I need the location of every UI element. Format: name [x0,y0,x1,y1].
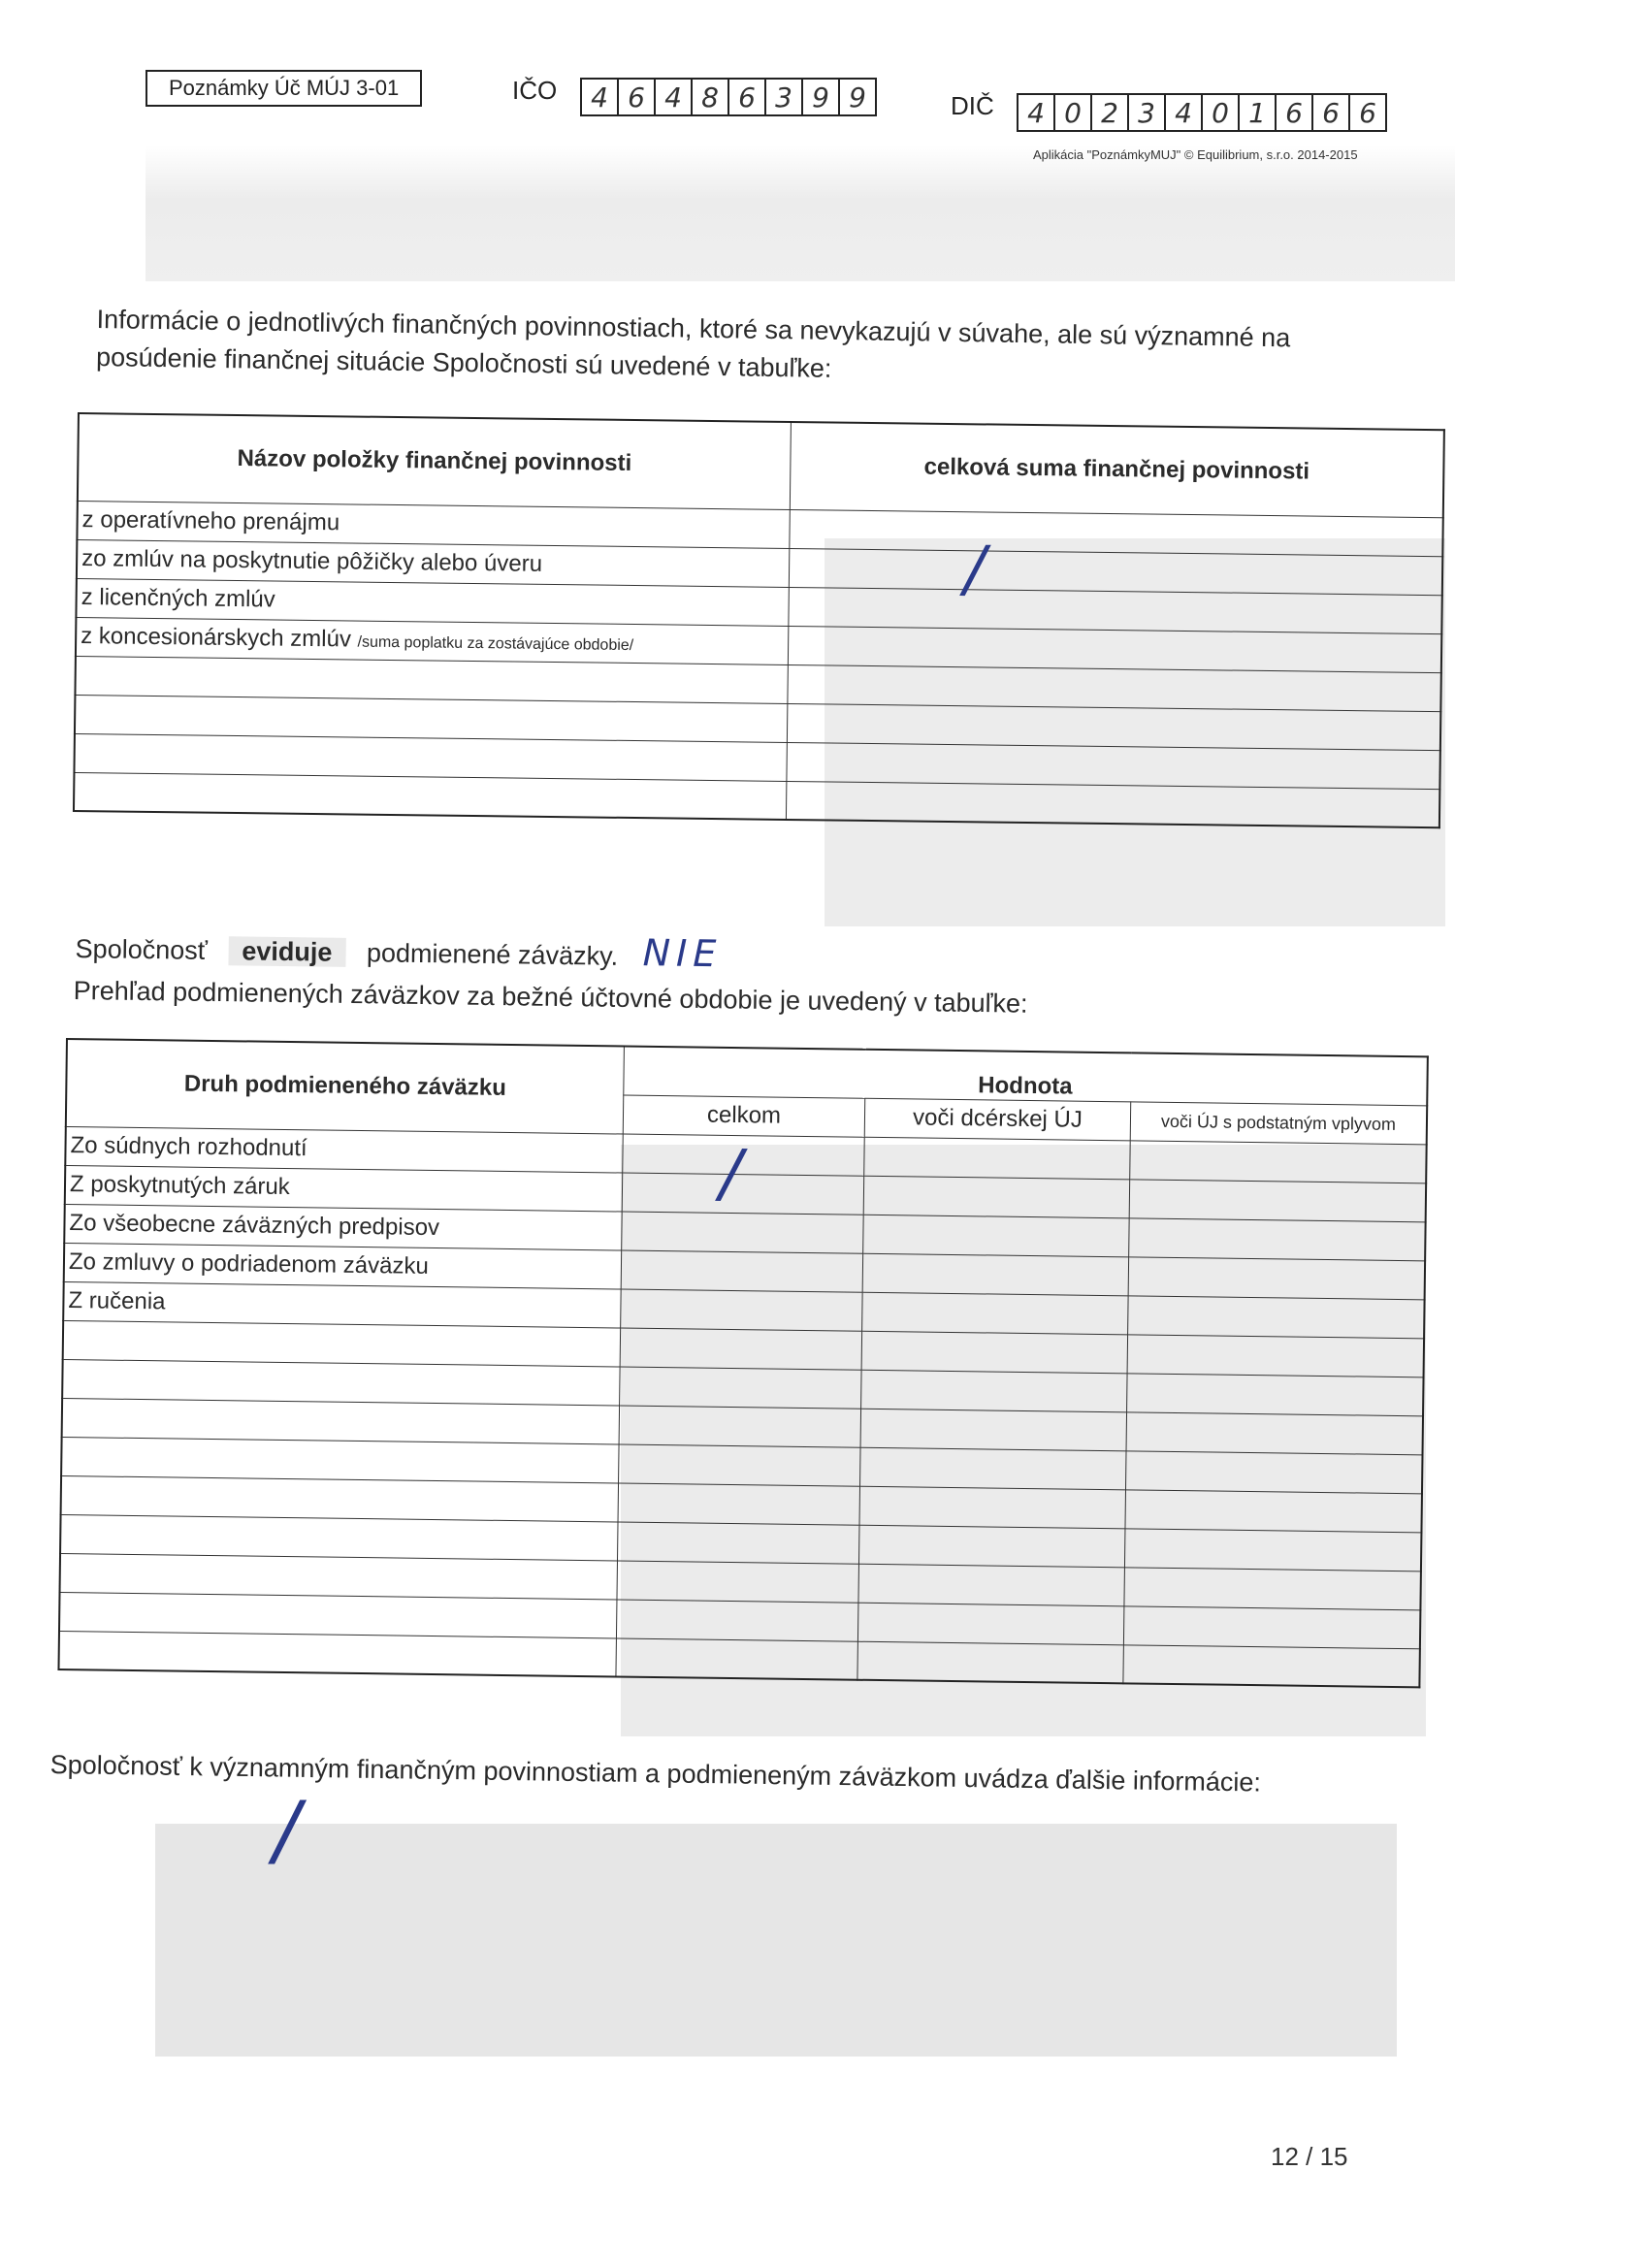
table1-hand-mark: / [963,533,986,605]
contingent-liabilities-table [57,1038,1428,1688]
table1-row4-suffix: /suma poplatku za zostávajúce obdobie/ [357,633,634,655]
table2-empty-cell [860,1447,1127,1490]
table2-cell [621,1289,863,1331]
col-header-type: Druh podmieneného záväzku [66,1039,625,1134]
table2-cell [864,1137,1131,1180]
dic-digits [1017,93,1387,132]
dic-digit: 3 [1129,95,1166,130]
table2-empty-cell [1124,1567,1421,1609]
statement-prefix: Spoločnosť [75,933,209,965]
statement-suffix: podmienené záväzky. [366,938,619,971]
table2-empty-cell [616,1637,858,1679]
table1-row4-label: z koncesionárskych zmlúv [81,623,352,653]
ico-digits [580,78,877,116]
col-header-sum: celková suma finančnej povinnosti [790,422,1444,517]
table2-row-label: Z ručenia [63,1281,621,1328]
table2-cell [622,1173,864,1215]
table1-empty-cell [786,781,1439,827]
table2-cell [1129,1179,1426,1221]
subheader-total: celkom [623,1095,865,1137]
table2-empty-cell [620,1367,862,1409]
dic-digit: 0 [1203,95,1240,130]
table1-empty-cell [74,772,787,820]
table2-empty-cell [1123,1605,1420,1648]
table2-empty-cell [617,1560,859,1602]
table2-empty-cell [620,1328,862,1370]
table2-cell [863,1176,1130,1218]
section1-intro-line2: posúdenie finančnej situácie Spoločnosti sú uvedené v tabuľke: [95,341,832,383]
table2-empty-cell [618,1482,860,1524]
table2-cell [862,1253,1129,1296]
ico-digit: 9 [849,81,866,113]
app-credit: Aplikácia "PoznámkyMUJ" © Equilibrium, s.r.o. 2014-2015 [1033,147,1358,162]
table2-row-label: Zo zmluvy o podriadenom záväzku [64,1243,622,1289]
table2-cell [1129,1217,1426,1260]
hand-answer: NIE [642,931,723,976]
table1-row-label: zo zmlúv na poskytnutie pôžičky alebo úveru [77,539,790,587]
table2-cell [623,1134,865,1211]
table2-cell [863,1215,1130,1257]
table2-empty-cell [1126,1450,1423,1493]
table1-row-label: z licenčných zmlúv [76,578,789,626]
dic-digit: 6 [1277,95,1313,130]
dic-digit: 4 [1018,95,1055,130]
dic-digit: 6 [1359,96,1376,129]
table2-empty-cell [1127,1334,1424,1377]
dic-digit: 2 [1092,95,1129,130]
section1-intro [96,301,1291,395]
page-number: 12 / 15 [1271,2142,1348,2171]
table2-empty-cell [860,1409,1127,1451]
table2-empty-cell [861,1370,1128,1412]
subheader-significant-influence: voči ÚJ s podstatným vplyvom [1130,1101,1427,1144]
table2-empty-cell [858,1525,1125,1568]
ico-digit: 6 [619,80,656,114]
ico-digit: 3 [766,80,803,114]
table2-empty-cell [618,1521,860,1563]
dic-label: DIČ [951,91,994,120]
section1-intro-line1: Informácie o jednotlivých finančných povinnostiach, ktoré sa nevykazujú v súvahe, ale sú významné na [96,304,1291,353]
dic-digit: 1 [1240,95,1277,130]
table2-cell [1128,1295,1425,1338]
section2-statement [75,926,722,977]
dic-digit: 6 [1313,95,1350,130]
table2-empty-cell [58,1631,616,1677]
table2-empty-cell [859,1486,1126,1529]
table2-empty-cell [1125,1489,1422,1532]
subheader-subsidiary: voči dcérskej ÚJ [864,1098,1131,1141]
table2-empty-cell [616,1599,858,1640]
scan-shade-bottom [155,1824,1397,2057]
table2-row-label: Zo súdnych rozhodnutí [65,1126,623,1173]
section2-intro: Prehľad podmienených záväzkov za bežné účtovné obdobie je uvedený v tabuľke: [73,975,1028,1019]
ico-digit: 4 [656,80,693,114]
table2-hand-mark: / [719,1135,742,1211]
dic-digit: 0 [1055,95,1092,130]
ico-digit: 4 [582,80,619,114]
table2-empty-cell [1126,1411,1423,1454]
section3-text: Spoločnosť k významným finančným povinnostiam a podmieneným záväzkom uvádza ďalšie informácie: [49,1749,1262,1798]
table2-empty-cell [619,1406,861,1447]
table2-row-label: Zo všeobecne záväzných predpisov [64,1204,622,1250]
ico-digit: 6 [729,80,766,114]
col-header-name: Názov položky finančnej povinnosti [78,413,792,509]
ico-digit: 8 [693,80,729,114]
scan-shade-top [146,146,1455,281]
table2-cell [862,1292,1129,1335]
table2-empty-cell [1123,1644,1420,1687]
table2-empty-cell [857,1641,1124,1684]
table2-empty-cell [857,1603,1124,1645]
table2-row-label: Z poskytnutých záruk [65,1165,623,1212]
statement-value: eviduje [228,936,345,967]
table2-empty-cell [858,1564,1125,1606]
form-code: Poznámky Úč MÚJ 3-01 [146,70,422,107]
table2-empty-cell [1124,1528,1421,1571]
financial-obligations-table [73,412,1445,828]
table1-row-value [789,533,1442,605]
table2-cell [1128,1256,1425,1299]
table2-cell [1130,1140,1427,1183]
table2-empty-cell [1127,1373,1424,1415]
dic-digit: 4 [1166,95,1203,130]
table2-cell [622,1212,864,1253]
table2-cell [621,1250,863,1292]
table2-empty-cell [619,1443,861,1485]
col-header-value: Hodnota [624,1047,1428,1106]
section3-hand-mark: / [274,1785,300,1875]
table2-empty-cell [861,1331,1128,1374]
ico-digit: 9 [803,80,840,114]
table1-row-label: z operatívneho prenájmu [77,501,790,548]
ico-label: IČO [512,76,558,105]
